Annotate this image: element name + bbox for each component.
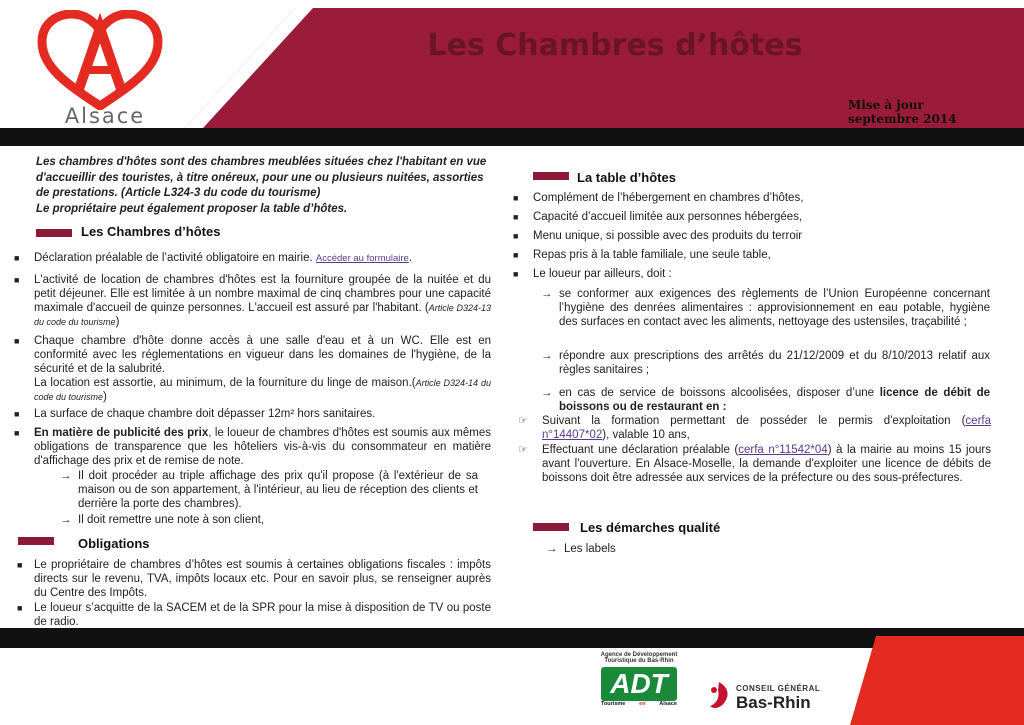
list-item — [513, 191, 993, 205]
section-marker — [18, 537, 54, 545]
arrow-icon: → — [541, 387, 553, 399]
item-text: Effectuant une déclaration préalable ( — [542, 444, 739, 456]
item-text: Menu unique, si possible avec des produits du terroir — [533, 230, 803, 242]
list-item — [541, 349, 990, 377]
item-text-2: La location est assortie, au minimum, de la fourniture du linge de maison.( — [34, 377, 416, 389]
bullet-icon: ■ — [17, 603, 23, 613]
bullet-icon: ■ — [14, 275, 20, 285]
arrow-icon: → — [541, 288, 553, 300]
section-title-qualite: Les démarches qualité — [580, 520, 721, 535]
list-item — [513, 229, 993, 243]
alsace-heart-icon — [30, 10, 170, 110]
list-item — [60, 469, 478, 511]
item-text: Le loueur par ailleurs, doit : — [533, 268, 672, 280]
item-text: Suivant la formation permettant de posséder le permis d'exploitation ( — [542, 415, 966, 427]
bullet-icon: ■ — [513, 212, 519, 222]
cerfa-14407-link[interactable]: cerfa n°14407*02 — [542, 415, 991, 441]
footer-red-shape — [850, 636, 1024, 725]
adt-sub-mid: en — [639, 701, 646, 707]
list-item — [513, 267, 993, 281]
item-text: se conformer aux exigences des règlements de l’Union Européenne concernant l’hygiène des denrées alimentaires : approvisionnement en eau potable, hygiène des surfaces en contact avec les aliments, nettoyage des ustensiles, traçabilité ; — [559, 288, 990, 328]
list-item — [546, 542, 864, 556]
cg-line2: Bas-Rhin — [736, 693, 811, 712]
logo-text: Alsace — [64, 104, 146, 128]
arrow-icon: → — [60, 470, 72, 482]
cg-line1: CONSEIL GÉNÉRAL — [736, 684, 821, 693]
item-text: Les labels — [564, 543, 616, 555]
cg-emblem-icon — [706, 680, 732, 714]
bullet-icon: ■ — [14, 428, 20, 438]
arrow-icon: → — [60, 514, 72, 526]
item-text: Complément de l’hébergement en chambres d’hôtes, — [533, 192, 804, 204]
item-text: Repas pris à la table familiale, une seule table, — [533, 249, 771, 261]
adt-sub-right: Alsace — [659, 701, 677, 707]
item-text: Il doit remettre une note à son client, — [78, 514, 265, 526]
item-text: en cas de service de boissons alcoolisées, disposer d’une — [559, 387, 880, 399]
item-text-end: ) à la mairie au moins 15 jours avant l'ouverture. En Alsace-Moselle, la demande d'exploiter une licence de débits de boissons doit être adressée aux services de la préfecture ou des sous-préfectures. — [542, 444, 991, 484]
item-text: répondre aux prescriptions des arrêtés du 21/12/2009 et du 8/10/2013 relatif aux règles sanitaires ; — [559, 350, 990, 376]
list-item — [541, 287, 990, 329]
item-text-end: ), valable 10 ans, — [602, 429, 690, 441]
bullet-icon: ■ — [14, 409, 20, 419]
section-title-obligations: Obligations — [78, 536, 150, 551]
list-item — [14, 273, 491, 329]
article-ref: Article D324-13 du code du tourisme — [34, 303, 491, 327]
item-bold: licence de débit de boissons ou de restaurant en : — [559, 387, 990, 413]
cerfa-11542-link[interactable]: cerfa n°11542*04 — [738, 444, 828, 456]
bullet-icon: ■ — [14, 336, 20, 346]
list-item — [513, 210, 993, 224]
item-text: , le loueur de chambres d'hôtes est soumis aux mêmes obligations de transparence que les hôteliers vis-à-vis du consommateur en matière d'affichage des prix et de remise de note. — [34, 427, 491, 467]
section-marker — [36, 229, 72, 237]
bullet-icon: ■ — [513, 193, 519, 203]
article-ref: Article D324-14 du code du tourisme — [34, 378, 491, 402]
item-text-end: ) — [103, 391, 107, 403]
item-text: La surface de chaque chambre doit dépasser 12m² hors sanitaires. — [34, 408, 376, 420]
adt-sub-left: Tourisme — [601, 701, 626, 707]
list-item — [17, 601, 491, 629]
alsace-logo — [30, 10, 170, 130]
list-item — [17, 558, 491, 600]
list-item — [541, 386, 990, 414]
header-divider-bar — [0, 128, 1024, 146]
bullet-icon: ■ — [17, 560, 23, 570]
item-text: Chaque chambre d'hôte donne accès à une salle d'eau et à un WC. Elle est en conformité avec les réglementations en vigueur dans les domaines de l'hygiène, de la sécurité et de la salubrité. — [34, 335, 491, 375]
section-marker — [533, 523, 569, 531]
list-item — [14, 251, 491, 266]
bullet-icon: ■ — [513, 231, 519, 241]
bullet-icon: ■ — [14, 253, 20, 263]
list-item — [60, 513, 478, 527]
item-text: L'activité de location de chambres d'hôtes est la fourniture groupée de la nuitée et du petit déjeuner. Elle est limitée à un nombre maximal de cinq chambres pour une capacité maximale d'accueil de quinze personnes. L'accueil est assuré par l'habitant. ( — [34, 274, 491, 314]
arrow-icon: → — [546, 543, 558, 555]
item-text: Il doit procéder au triple affichage des prix qu'il propose (à l'extérieur de sa maison ou de son appartement, à l'intérieur, au lieu de réception des clients et derrière la porte des chambres). — [78, 470, 478, 510]
list-item — [14, 426, 491, 468]
arrow-icon: → — [541, 350, 553, 362]
item-text: Le propriétaire de chambres d’hôtes est soumis à certaines obligations fiscales : impôts directs sur le revenu, TVA, impôts locaux etc. Pour en savoir plus, se renseigner auprès du Centre des Impôts. — [34, 559, 491, 599]
section-title-table: La table d’hôtes — [577, 170, 676, 185]
item-bold: En matière de publicité des prix — [34, 427, 209, 439]
item-text-end: ) — [115, 316, 120, 328]
adt-caption-1: Agence de Développement — [600, 652, 678, 658]
update-date: Mise à jour septembre 2014 — [848, 98, 957, 126]
list-item — [518, 443, 991, 485]
page-title: Les Chambres d’hôtes — [427, 28, 803, 63]
list-item — [14, 334, 491, 404]
adt-logo-text: ADT — [601, 667, 677, 701]
list-item — [14, 407, 491, 421]
formulaire-link[interactable]: Accéder au formulaire — [315, 253, 409, 264]
intro-text — [36, 155, 491, 217]
intro-line1: Les chambres d'hôtes sont des chambres meublées situées chez l'habitant en vue d'accueillir des touristes, à titre onéreux, pour une ou plusieurs nuitées, assorties de prestations. (Article L324-3 du code du tourisme) — [36, 156, 487, 199]
section-marker — [533, 172, 569, 180]
bullet-icon: ■ — [513, 250, 519, 260]
item-text: Le loueur s’acquitte de la SACEM et de la SPR pour la mise à disposition de TV ou poste de radio. — [34, 602, 491, 628]
item-text: Capacité d’accueil limitée aux personnes hébergées, — [533, 211, 803, 223]
bullet-icon: ■ — [513, 269, 519, 279]
adt-logo — [594, 652, 684, 722]
pointing-hand-icon: ☞ — [518, 415, 528, 427]
item-text-end: . — [408, 252, 413, 264]
intro-line2: Le propriétaire peut également proposer la table d’hôtes. — [36, 202, 348, 215]
list-item — [518, 414, 991, 442]
pointing-hand-icon: ☞ — [518, 444, 528, 456]
list-item — [513, 248, 993, 262]
conseil-general-logo — [706, 678, 826, 718]
item-text: Déclaration préalable de l’activité obligatoire en mairie. — [34, 252, 316, 264]
section-title-chambres: Les Chambres d’hôtes — [81, 224, 221, 239]
adt-caption-2: Touristique du Bas-Rhin — [604, 658, 674, 664]
